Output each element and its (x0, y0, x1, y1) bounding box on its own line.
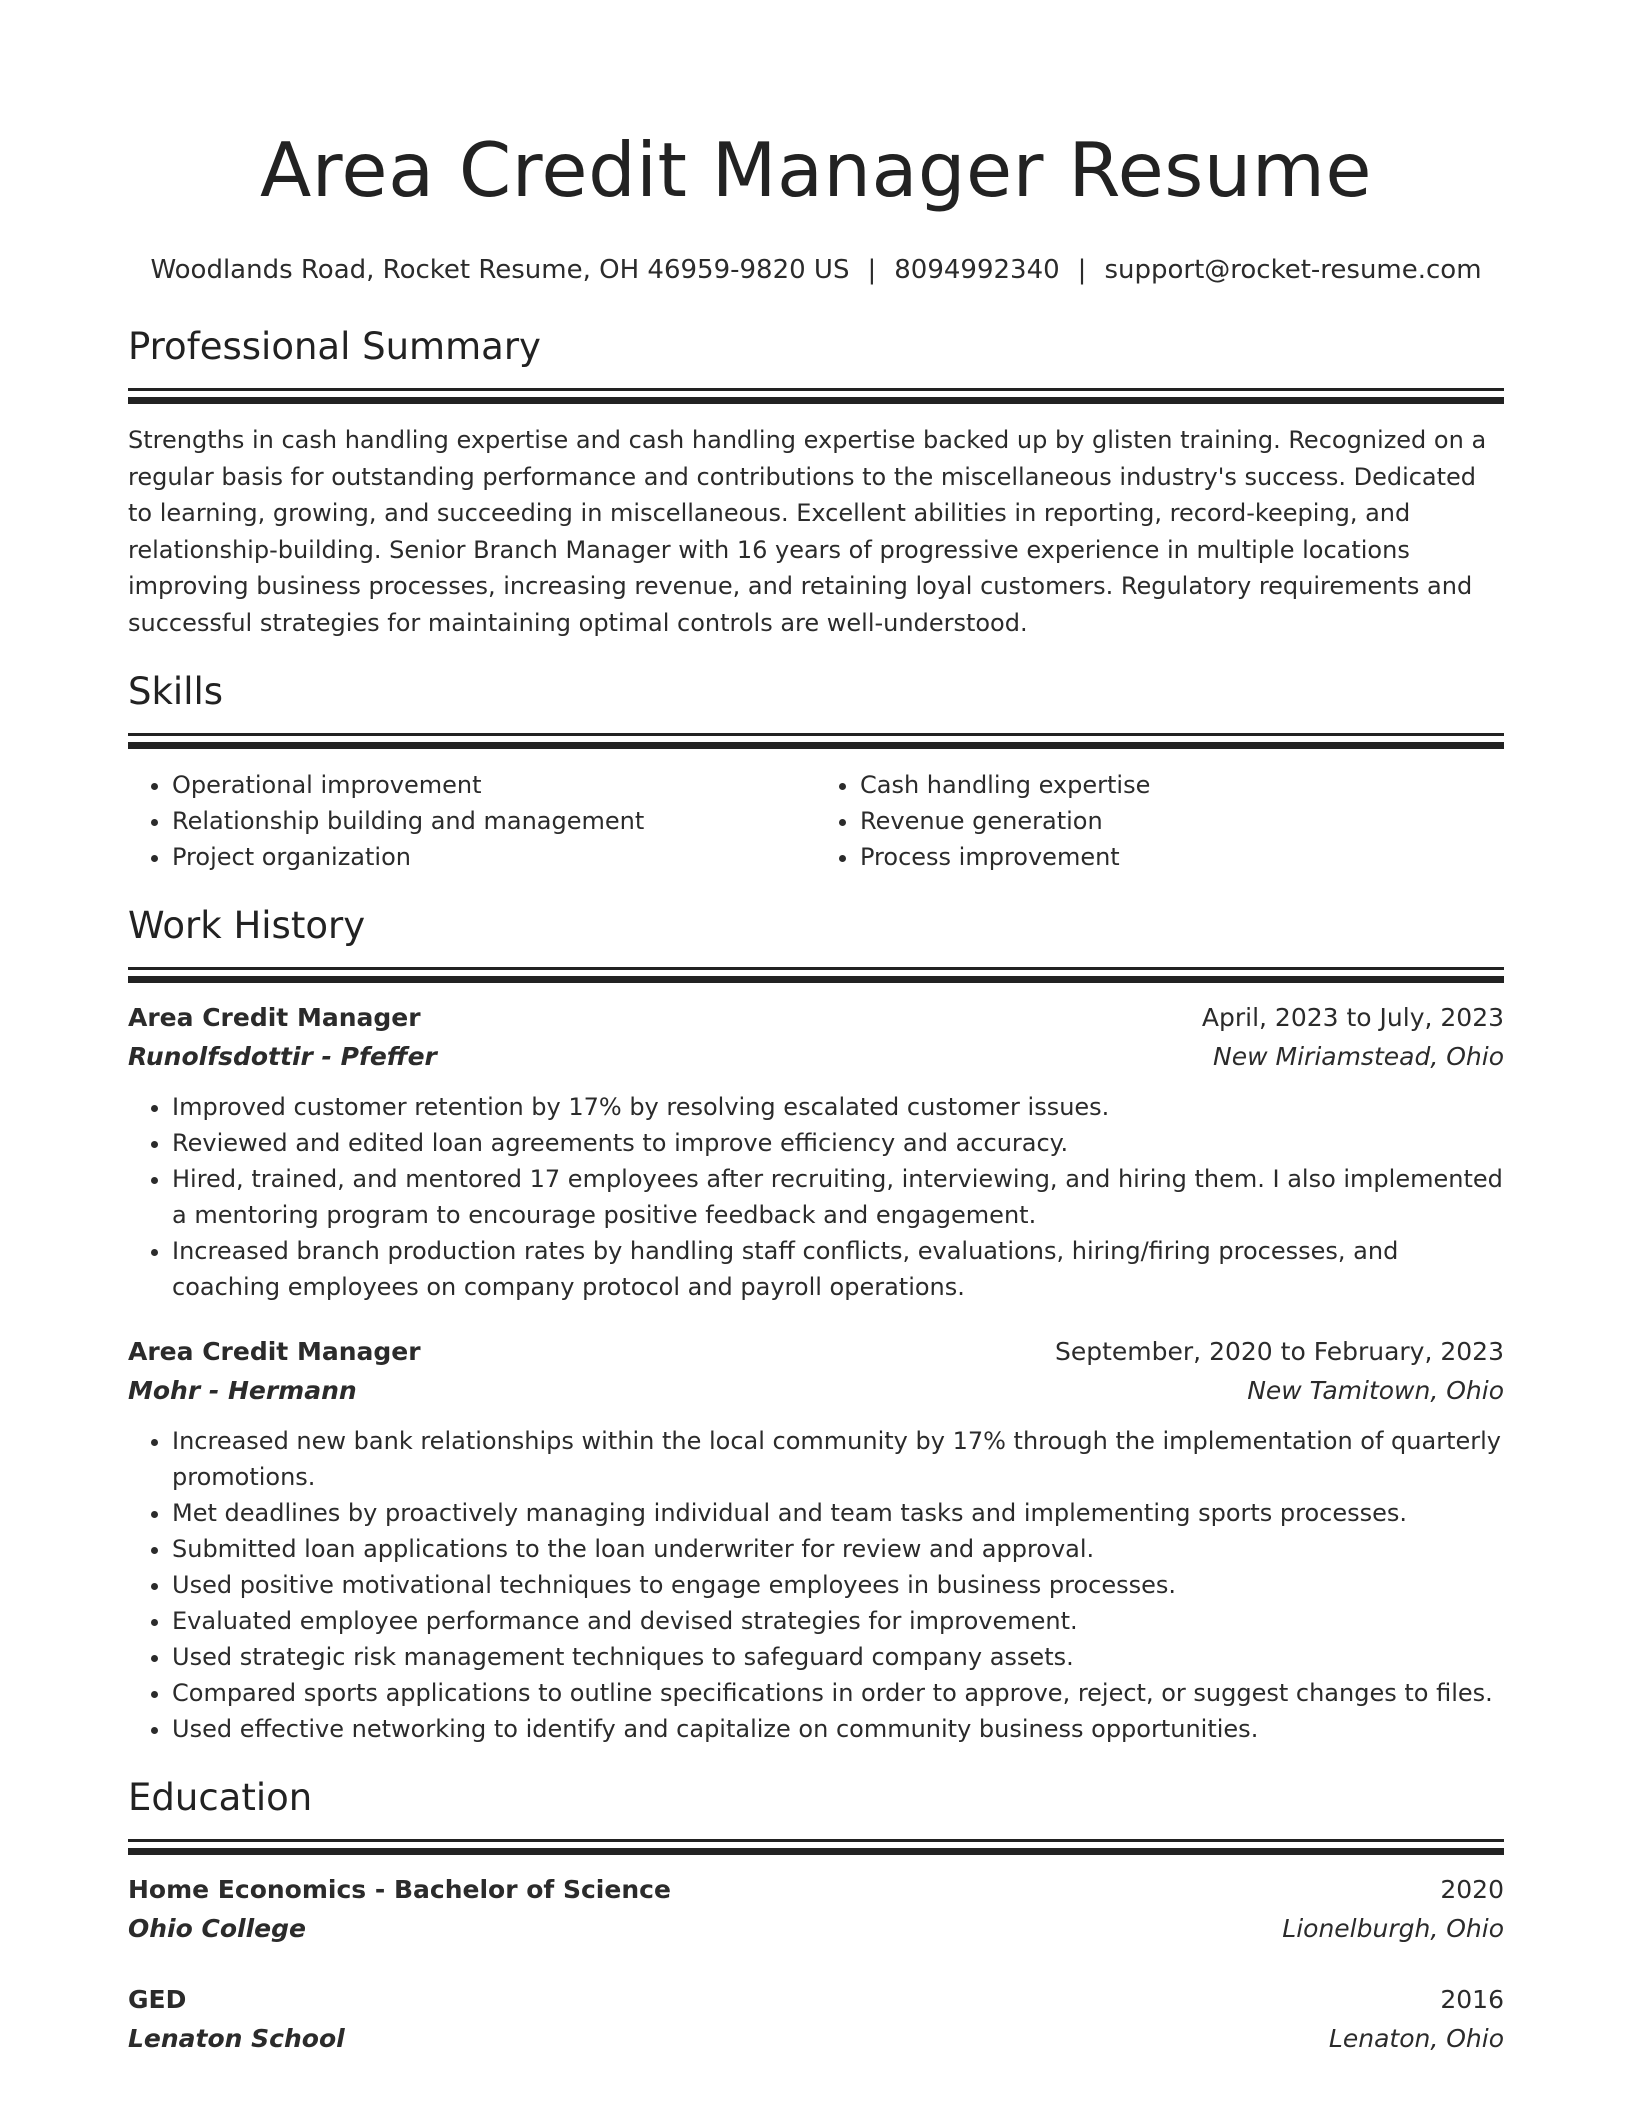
skill-item: • Revenue generation (860, 803, 1504, 839)
job-bullet: • Met deadlines by proactively managing individual and team tasks and implementing sports processes. (172, 1495, 1504, 1531)
skills-section (128, 667, 1504, 875)
education-school: Ohio College (128, 1914, 306, 1943)
section-divider-thick (128, 742, 1504, 749)
contact-line (128, 252, 1504, 288)
education-year: 2016 (1440, 1985, 1504, 2014)
education-school: Lenaton School (128, 2024, 345, 2053)
job-bullets (128, 1423, 1504, 1747)
education-section (128, 1773, 1504, 2059)
summary-text: Strengths in cash handling expertise and cash handling expertise backed up by glisten training. Recognized on a regular basis for outstanding performance and contributions to the miscellaneous industry's success. Dedicated to learning, growing, and succeeding in miscellaneous. Excellent abilities in reporting, record-keeping, and relationship-building. Senior Branch Manager with 16 years of progressive experience in multiple locations improving business processes, increasing revenue, and retaining loyal customers. Regulatory requirements and successful strategies for maintaining optimal controls are well-understood. (128, 426, 1487, 637)
job-dates: April, 2023 to July, 2023 (1201, 1003, 1504, 1032)
education-entry (128, 1981, 1504, 2059)
job-bullet: • Compared sports applications to outline specifications in order to approve, reject, or suggest changes to files. (172, 1675, 1504, 1711)
job-title: Area Credit Manager (128, 1337, 421, 1366)
skill-item: • Relationship building and management (172, 803, 816, 839)
skills-list (128, 767, 1504, 875)
job-bullet: • Increased new bank relationships within the local community by 17% through the implementation of quarterly promotions. (172, 1423, 1504, 1495)
job-bullet: • Reviewed and edited loan agreements to improve efficiency and accuracy. (172, 1125, 1504, 1161)
work-section (128, 901, 1504, 1747)
section-divider (128, 733, 1504, 736)
section-title-work: Work History (128, 904, 366, 947)
job-location: New Miriamstead, Ohio (1213, 1042, 1504, 1071)
job-company: Runolfsdottir - Pfeffer (128, 1042, 437, 1071)
job-bullet: • Used effective networking to identify and capitalize on community business opportunities. (172, 1711, 1504, 1747)
skill-item: • Operational improvement (172, 767, 816, 803)
contact-phone: 8094992340 (894, 255, 1060, 285)
education-location: Lenaton, Ohio (1328, 2024, 1504, 2053)
job-bullet: • Evaluated employee performance and devised strategies for improvement. (172, 1603, 1504, 1639)
resume-title: Area Credit Manager Resume (259, 126, 1373, 214)
skill-item: • Cash handling expertise (860, 767, 1504, 803)
job-company: Mohr - Hermann (128, 1376, 357, 1405)
job-location: New Tamitown, Ohio (1247, 1376, 1504, 1405)
contact-address: Woodlands Road, Rocket Resume, OH 46959-9820 US (150, 255, 850, 285)
skill-item: • Project organization (172, 839, 816, 875)
section-divider-thick (128, 1848, 1504, 1855)
job-entry (128, 1333, 1504, 1747)
section-title-skills: Skills (128, 670, 224, 713)
education-location: Lionelburgh, Ohio (1282, 1914, 1504, 1943)
job-bullet: • Used strategic risk management techniques to safeguard company assets. (172, 1639, 1504, 1675)
job-entry (128, 999, 1504, 1305)
job-bullet: • Used positive motivational techniques to engage employees in business processes. (172, 1567, 1504, 1603)
job-bullet: • Hired, trained, and mentored 17 employees after recruiting, interviewing, and hiring them. I also implemented a mentoring program to encourage positive feedback and engagement. (172, 1161, 1504, 1233)
skills-column-right (816, 767, 1504, 875)
section-title-education: Education (128, 1776, 313, 1819)
job-bullet: • Increased branch production rates by handling staff conflicts, evaluations, hiring/firing processes, and coaching employees on company protocol and payroll operations. (172, 1233, 1504, 1305)
education-degree: GED (128, 1985, 187, 2014)
job-bullets (128, 1089, 1504, 1305)
job-bullet: • Improved customer retention by 17% by resolving escalated customer issues. (172, 1089, 1504, 1125)
skill-item: • Process improvement (860, 839, 1504, 875)
contact-separator: | (867, 255, 877, 285)
section-divider (128, 388, 1504, 391)
section-divider (128, 967, 1504, 970)
summary-section (128, 322, 1504, 641)
education-year: 2020 (1440, 1875, 1504, 1904)
education-entry (128, 1871, 1504, 1949)
skills-column-left (128, 767, 816, 875)
section-divider-thick (128, 976, 1504, 983)
section-divider-thick (128, 397, 1504, 404)
section-divider (128, 1839, 1504, 1842)
job-dates: September, 2020 to February, 2023 (1055, 1337, 1504, 1366)
contact-email: support@rocket-resume.com (1104, 255, 1482, 285)
section-title-summary: Professional Summary (128, 325, 541, 368)
education-degree: Home Economics - Bachelor of Science (128, 1875, 671, 1904)
job-title: Area Credit Manager (128, 1003, 421, 1032)
job-bullet: • Submitted loan applications to the loan underwriter for review and approval. (172, 1531, 1504, 1567)
contact-separator: | (1077, 255, 1087, 285)
